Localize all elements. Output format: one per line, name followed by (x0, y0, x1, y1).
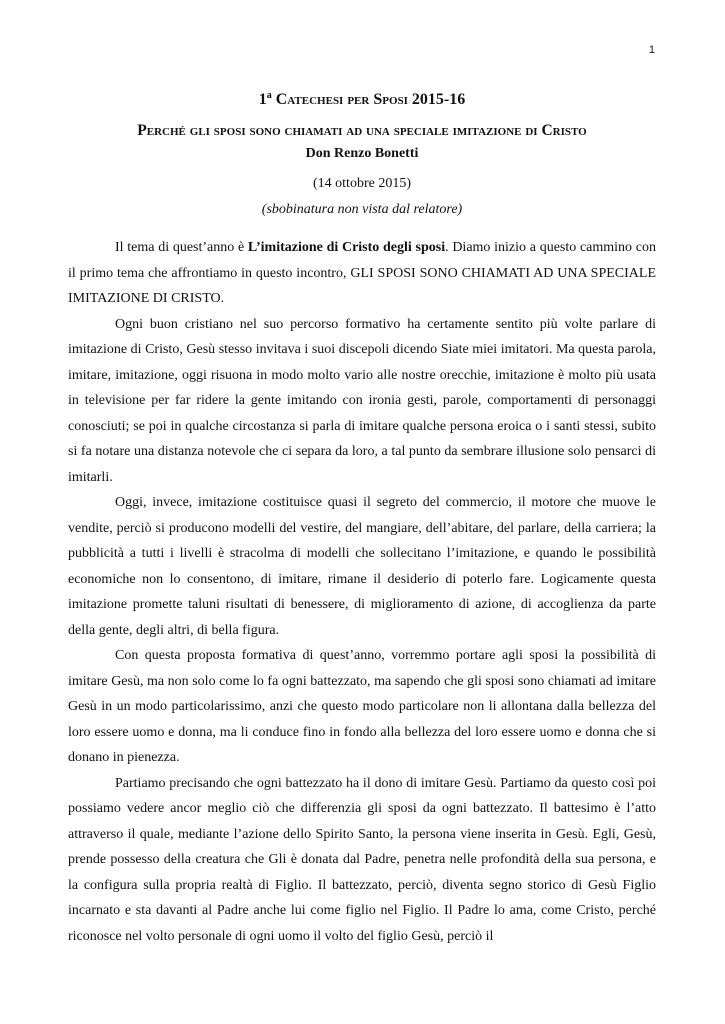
title-text: Catechesi per Sposi 2015-16 (275, 91, 466, 108)
paragraph-1-rest: . Diamo inizio a questo cammino con il primo tema che affrontiamo in questo incontro, GLI SPOSI SONO CHIAMATI AD UNA SPECIALE IMITAZIONE DI CRISTO. (68, 240, 657, 306)
page-number: 1 (648, 44, 655, 56)
paragraph-4: Con questa proposta formativa di quest’anno, vorremmo portare agli sposi la possibilità di imitare Gesù, ma non solo come lo fa ogni battezzato, ma sapendo che gli sposi sono chiamati ad imitare Gesù in un modo particolarissimo, anzi che questo modo particolare non li allontana dalla bellezza del loro essere uomo e donna, ma li conduce fino in fondo alla bellezza del loro essere uomo e donna che si donano in pienezza. (68, 648, 656, 765)
title-superscript: a (266, 90, 272, 101)
paragraph-1-intro: Il tema di quest’anno è (115, 240, 248, 255)
paragraph-1 (68, 235, 656, 312)
document-heading (68, 85, 656, 220)
document-body (68, 235, 656, 949)
document-author: Don Renzo Bonetti (305, 146, 419, 161)
document-title (68, 85, 656, 111)
title-number: 1 (258, 91, 267, 108)
document-date: (14 ottobre 2015) (313, 176, 411, 191)
paragraph-3: Oggi, invece, imitazione costituisce quasi il segreto del commercio, il motore che muove le vendite, perciò si producono modelli del vestire, del mangiare, dell’abitare, del parlare, della carriera; la pubblicità a tutti i livelli è stracolma di modelli che sollecitano l’imitazione, e quando le possibilità economiche non lo consentono, di imitare, rimane il desiderio di poterlo fare. Logicamente questa imitazione promette taluni risultati di benessere, di miglioramento di azione, di accoglienza da parte della gente, degli altri, di bella figura. (68, 495, 656, 638)
document-subtitle: Perché gli sposi sono chiamati ad una speciale imitazione di Cristo (137, 122, 587, 139)
paragraph-5: Partiamo precisando che ogni battezzato ha il dono di imitare Gesù. Partiamo da questo così poi possiamo vedere ancor meglio ciò che differenzia gli sposi da ogni battezzato. Il battesimo è l’atto attraverso il quale, mediante l’azione dello Spirito Santo, la persona viene inserita in Gesù. Egli, Gesù, prende possesso della creatura che Gli è donata dal Padre, penetra nelle profondità della sua persona, e la configura sulla propria realtà di Figlio. Il battezzato, perciò, diventa segno storico di Gesù Figlio incarnato e sta davanti al Padre anche lui come figlio nel Figlio. Il Padre lo ama, come Cristo, perché riconosce nel volto personale di ogni uomo il volto del figlio Gesù, perciò il (68, 775, 656, 944)
transcription-note: (sbobinatura non vista dal relatore) (261, 202, 463, 217)
paragraph-1-theme: L’imitazione di Cristo degli sposi (247, 240, 446, 255)
paragraph-2: Ogni buon cristiano nel suo percorso formativo ha certamente sentito più volte parlare di imitazione di Cristo, Gesù stesso invitava i suoi discepoli dicendo Siate miei imitatori. Ma questa parola, imitare, imitazione, oggi risuona in modo molto vario alle nostre orecchie, imitazione è molto più usata in televisione per far ridere la gente imitando con ironia gesti, parole, comportamenti di personaggi conosciuti; se poi in qualche circostanza si parla di imitare qualche persona eroica o i santi stessi, subito si fa notare una distanza notevole che ci separa da loro, a tal punto da sembrare illusione solo pensarci di imitarli. (68, 316, 656, 485)
